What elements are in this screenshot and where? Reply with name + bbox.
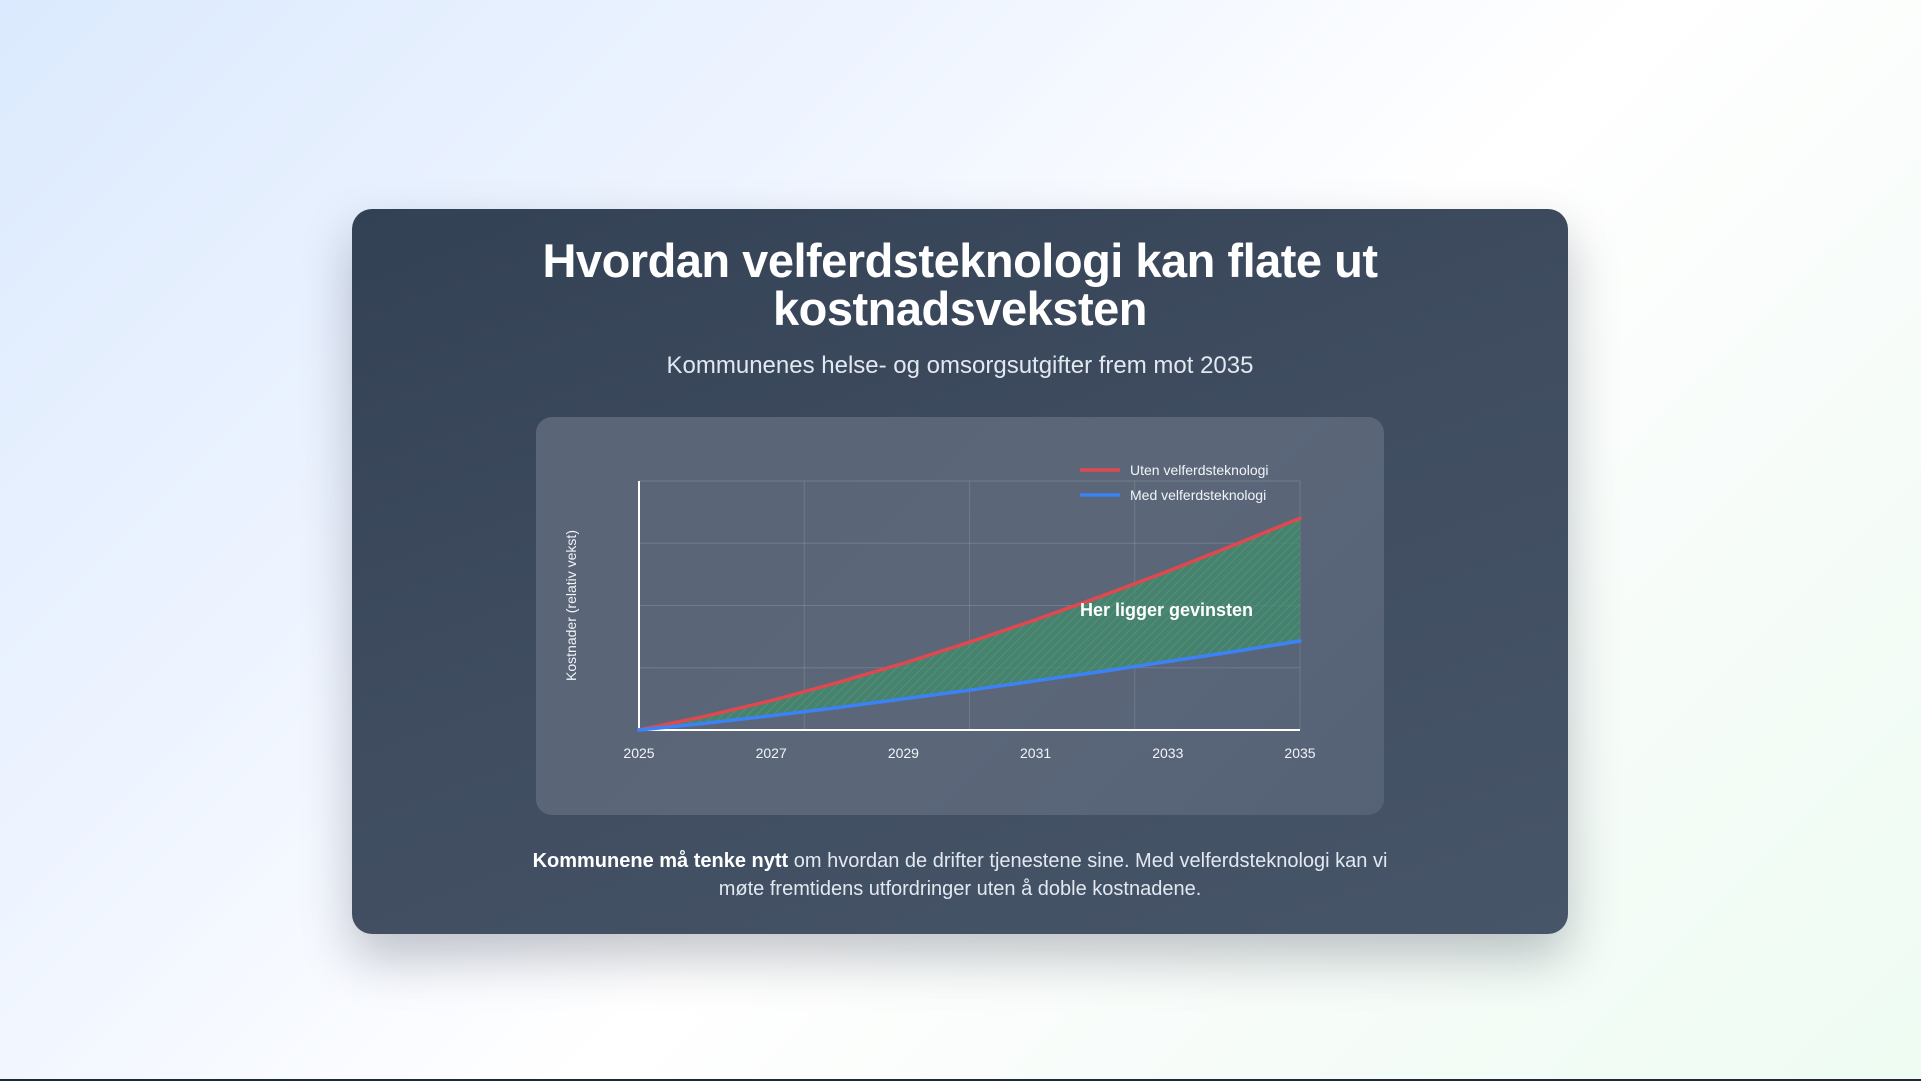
cost-growth-chart: [536, 417, 1384, 815]
x-tick-label: 2025: [623, 745, 655, 761]
infographic-card: [352, 209, 1568, 934]
x-tick-label: 2031: [1020, 745, 1052, 761]
x-tick-label: 2033: [1152, 745, 1184, 761]
legend-label: Med velferdsteknologi: [1130, 487, 1267, 503]
legend-label: Uten velferdsteknologi: [1130, 462, 1269, 478]
legend: [1080, 462, 1269, 503]
annotation-gevinst: Her ligger gevinsten: [1080, 600, 1254, 620]
x-tick-label: 2035: [1284, 745, 1316, 761]
footer-emphasis: Kommunene må tenke nytt: [532, 850, 789, 872]
x-tick-label: 2027: [755, 745, 787, 761]
footer-body: om hvordan de drifter tjenestene sine. Med velferdsteknologi kan vi møte fremtidens utfordringer uten å doble kostnadene.: [718, 850, 1388, 900]
page-title: Hvordan velferdsteknologi kan flate ut kostnadsveksten: [542, 234, 1378, 335]
subtitle: Kommunenes helse- og omsorgsutgifter frem mot 2035: [666, 352, 1254, 379]
x-tick-label: 2029: [887, 745, 919, 761]
y-axis-label: Kostnader (relativ vekst): [563, 530, 579, 681]
chart-panel: [536, 417, 1384, 815]
footer-paragraph: [352, 847, 1568, 903]
